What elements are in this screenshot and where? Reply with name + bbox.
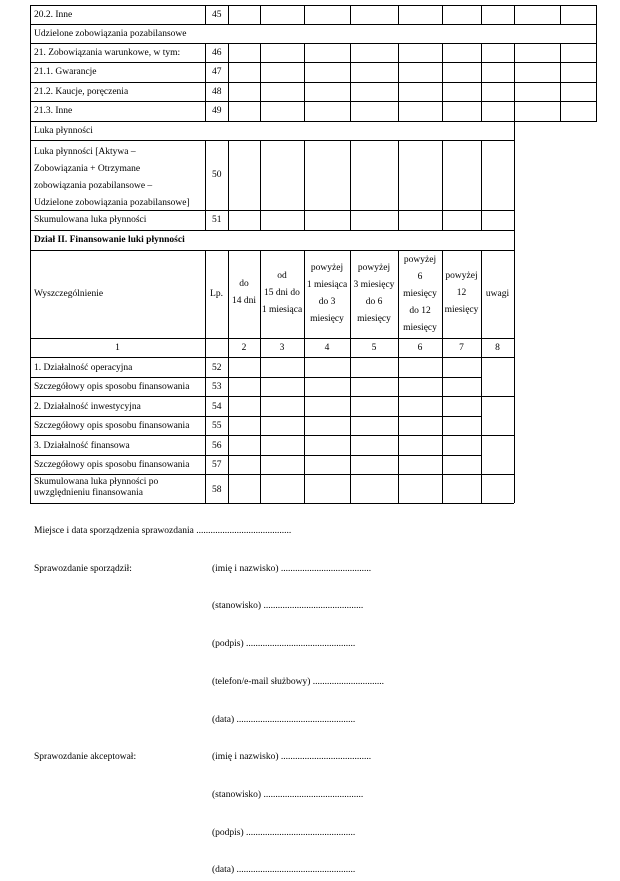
col-header-lp: Lp. [210,289,223,299]
row-lp: 58 [212,485,222,495]
col-header-uwagi: uwagi [485,289,510,299]
row-label: Szczegółowy opis sposobu finansowania [34,460,190,470]
accepted-by-label: Sprawozdanie akceptował: [34,752,137,762]
row-lp: 49 [212,106,222,116]
col-header-1-3-miesiecy: powyżej 1 miesiąca do 3 miesięcy [306,263,348,324]
col-header-wyszczegolnienie: Wyszczególnienie [34,289,104,299]
prepared-name-field: (imię i nazwisko) ...................................... [212,564,372,574]
section-heading: Luka płynności [34,126,93,136]
prepared-contact-field: (telefon/e-mail służbowy) .............................. [212,677,385,687]
row-label: 21.1. Gwarancje [34,67,97,77]
row-label-cumulative: Skumulowana luka płynności po uwzględnieniu finansowania [34,477,159,498]
row-lp: 46 [212,48,222,58]
row-label: 2. Działalność inwestycyjna [34,402,141,412]
row-label: 21.2. Kaucje, poręczenia [34,87,129,97]
col-number: 1 [115,343,120,353]
col-header-powyzej-12: powyżej 12 miesięcy [444,271,479,315]
row-label: Szczegółowy opis sposobu finansowania [34,421,190,431]
row-label: 3. Działalność finansowa [34,441,130,451]
luka-label: Luka płynności [Aktywa – Zobowiązania + Otrzymane zobowiązania pozabilansowe – Udzielone zobowiązania pozabilansowe] [34,147,190,208]
row-lp: 47 [212,67,222,77]
accepted-name-field: (imię i nazwisko) ...................................... [212,752,372,762]
row-label: 20.2. Inne [34,10,73,20]
prepared-position-field: (stanowisko) .......................................... [212,601,364,611]
section-title: Dział II. Finansowanie luki płynności [34,235,185,245]
row-label: 21.3. Inne [34,106,73,116]
col-number: 7 [459,343,464,353]
section-heading: Udzielone zobowiązania pozabilansowe [34,29,187,39]
accepted-date-field: (data) .................................................. [212,865,356,875]
row-lp: 51 [212,215,222,225]
row-lp: 56 [212,441,222,451]
prepared-date-field: (data) .................................................. [212,715,356,725]
place-date-field: Miejsce i data sporządzenia sprawozdania ........................................ [34,526,292,536]
accepted-position-field: (stanowisko) .......................................... [212,790,364,800]
row-lp: 45 [212,10,222,20]
row-lp: 48 [212,87,222,97]
col-number: 6 [417,343,423,353]
row-label: 1. Działalność operacyjna [34,363,133,373]
col-header-15-dni-1-miesiac: od 15 dni do 1 miesiąca [261,271,303,315]
row-label: Skumulowana luka płynności [34,215,147,225]
prepared-by-label: Sprawozdanie sporządził: [34,564,132,574]
prepared-signature-field: (podpis) .............................................. [212,639,356,649]
row-lp: 54 [212,402,222,412]
row-lp: 55 [212,421,222,431]
accepted-signature-field: (podpis) .............................................. [212,828,356,838]
col-number: 3 [279,343,285,353]
col-number: 5 [371,343,377,353]
col-number: 8 [495,343,500,353]
row-lp: 52 [212,363,222,373]
row-lp: 57 [212,460,222,470]
row-lp: 50 [212,170,222,180]
col-header-6-12-miesiecy: powyżej 6 miesięcy do 12 miesięcy [403,255,437,333]
row-label: Szczegółowy opis sposobu finansowania [34,382,190,392]
col-number: 4 [324,343,330,353]
col-header-3-6-miesiecy: powyżej 3 miesięcy do 6 miesięcy [353,263,395,324]
col-header-do-14-dni: do 14 dni [231,279,256,306]
col-number: 2 [241,343,247,353]
row-label: 21. Zobowiązania warunkowe, w tym: [34,48,181,58]
row-lp: 53 [212,382,222,392]
